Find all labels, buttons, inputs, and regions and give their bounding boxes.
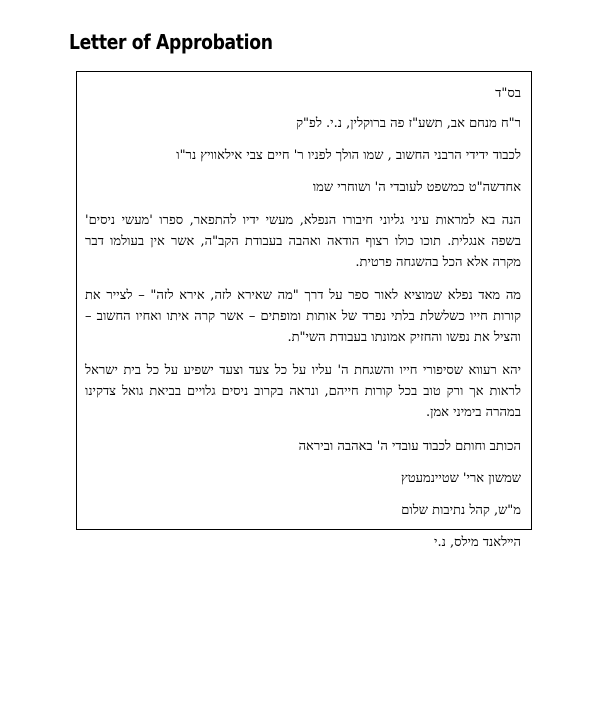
signature-location: הײלאנד מילס, נ.י xyxy=(434,535,521,550)
paragraph-intro: הנה בא למראות עיני גליוני חיבורו הנפלא, מעשי ידיו להתפאר, ספרו 'מעשי ניסים' בשפה אנגלית. תוכו כולו רצוף הודאה ואהבה בעבודת הקב"ה, אשר אין בעולמו דבר מקרה אלא הכל בהשגחה פרטית. xyxy=(85,213,521,270)
signature-name: שמשון ארי' שטיינמעטץ xyxy=(401,471,521,486)
header-bsd: בס"ד xyxy=(495,86,521,101)
page-title: Letter of Approbation xyxy=(69,30,273,54)
date-line: ר"ח מנחם אב, תשע"ז פה ברוקלין, נ.י. לפ"ק xyxy=(296,116,521,131)
greeting-line: אחדשה"ט כמשפט לעובדי ה' ושוחרי שמו xyxy=(312,180,521,195)
signature-title: מ"ש, קהל נתיבות שלום xyxy=(401,503,521,518)
recipient-line: לכבוד ידידי הרבני החשוב , שמו הולך לפניו ר' חיים צבי אילאוויץ נר"ו xyxy=(176,148,521,163)
letter-box xyxy=(76,71,532,550)
closing-line: הכותב וחותם לכבוד עובדי ה' באהבה וביראה xyxy=(298,439,521,454)
paragraph-blessing: יהא רעווא שסיפורי חייו והשגחת ה' עליו על כל צעד וצעד ישפיע על כל בית ישראל לראות אך ורק טוב בכל קורות חייהם, ונראה בקרוב ניסים גלויים בביאת גואל צדקינו במהרה בימיני אמן. xyxy=(85,363,521,420)
paragraph-praise: מה מאד נפלא שמוציא לאור ספר על דרך "מה שאירא לזה, אירא לזה" – לצייר את קורות חייו כשלשלת בלתי נפרד של אותות ומופתים – אשר קרה איתו ואחיו החשוב – והציל את נפשו והחזיק אמונתו בעבודת השי"ת. xyxy=(85,288,521,345)
